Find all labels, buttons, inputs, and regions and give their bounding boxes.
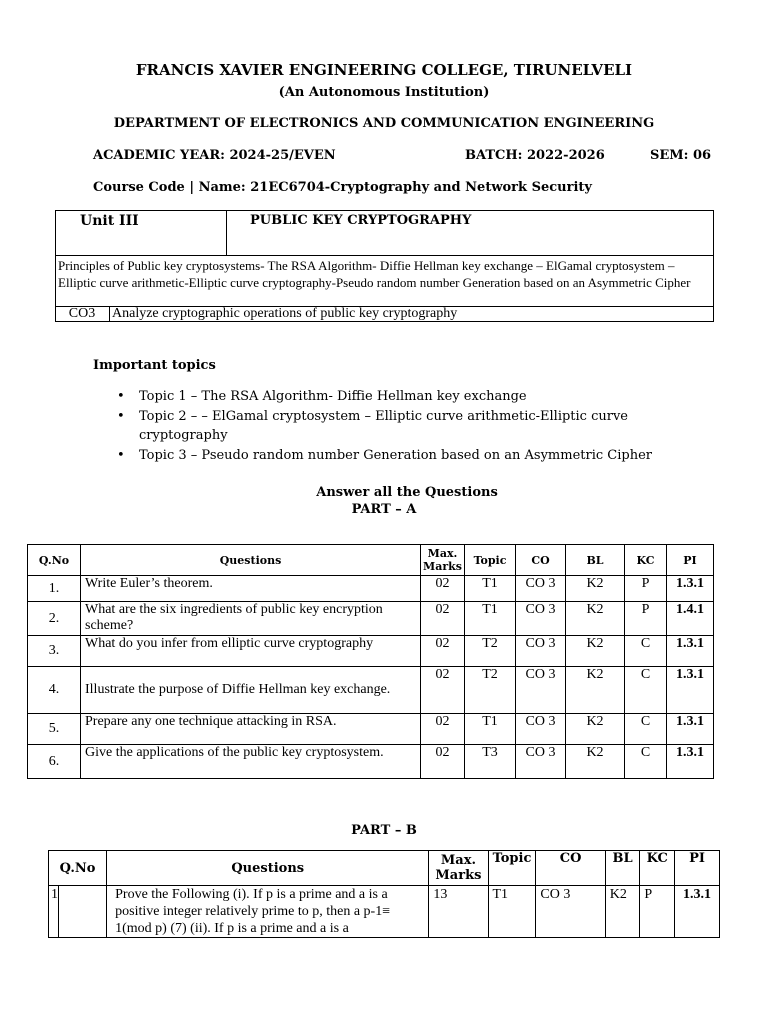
kc-cell: P — [625, 576, 667, 602]
bullet-icon: • — [117, 448, 125, 463]
bullet-icon: • — [117, 389, 125, 404]
qno-cell: 5. — [28, 714, 81, 745]
table-header-row — [49, 851, 720, 886]
question-cell: Prove the Following (i). If p is a prime and a is a positive integer relatively prime to p, then a p-1≡ 1(mod p) (7) (ii). If p is a prime and a is a — [107, 886, 429, 938]
co-cell: CO 3 — [516, 636, 566, 667]
unit-table — [55, 210, 714, 322]
pi-cell: 1.3.1 — [667, 576, 714, 602]
bl-cell: K2 — [566, 636, 625, 667]
header-co: CO — [516, 545, 566, 576]
topic-cell: T1 — [488, 886, 536, 938]
header-pi: PI — [667, 545, 714, 576]
co-code: CO3 — [55, 307, 110, 321]
list-item: • Topic 3 – Pseudo random number Generation based on an Asymmetric Cipher — [117, 448, 652, 463]
question-cell: What do you infer from elliptic curve cryptography — [81, 636, 421, 667]
qno-cell: 3. — [28, 636, 81, 667]
kc-cell: P — [640, 886, 675, 938]
unit-description: Principles of Public key cryptosystems- The RSA Algorithm- Diffie Hellman key exchange – ElGamal cryptosystem – Elliptic curve arithmetic-Elliptic curve cryptography-Pseudo random number Generation based on an Asymmetric Cipher — [56, 256, 714, 307]
table-row — [28, 576, 714, 602]
question-cell: What are the six ingredients of public key encryption scheme? — [81, 602, 421, 636]
header-co: CO — [536, 851, 605, 886]
part-a-heading: PART – A — [351, 502, 417, 517]
topics-list — [117, 387, 677, 466]
table-header-row — [28, 545, 714, 576]
co-cell: CO 3 — [516, 576, 566, 602]
co-cell: CO 3 — [536, 886, 605, 938]
marks-cell: 13 — [429, 886, 488, 938]
bullet-icon: • — [117, 409, 125, 424]
table-row — [49, 886, 720, 938]
co-cell: CO 3 — [516, 714, 566, 745]
marks-cell: 02 — [421, 714, 465, 745]
pi-cell: 1.3.1 — [667, 714, 714, 745]
marks-cell: 02 — [421, 602, 465, 636]
marks-cell: 02 — [421, 576, 465, 602]
question-cell: Illustrate the purpose of Diffie Hellman key exchange. — [81, 667, 421, 714]
bl-cell: K2 — [566, 576, 625, 602]
kc-cell: C — [625, 745, 667, 779]
college-name: FRANCIS XAVIER ENGINEERING COLLEGE, TIRUNELVELI — [135, 61, 633, 79]
header-max-marks: Max. Marks — [429, 851, 488, 886]
co-cell: CO 3 — [516, 745, 566, 779]
part-b-table — [48, 850, 720, 938]
kc-cell: C — [625, 667, 667, 714]
unit-co-row — [56, 307, 714, 322]
qno-cell: 1. — [28, 576, 81, 602]
header-questions: Questions — [107, 851, 429, 886]
bl-cell: K2 — [605, 886, 640, 938]
pi-cell: 1.3.1 — [667, 636, 714, 667]
part-a-table — [27, 544, 714, 779]
unit-label: Unit III — [80, 213, 139, 229]
semester: SEM: 06 — [650, 148, 712, 163]
topic-cell: T1 — [465, 602, 516, 636]
header-pi: PI — [675, 851, 720, 886]
header-max-marks: Max. Marks — [421, 545, 465, 576]
sub-qno-cell — [59, 886, 107, 938]
header-topic: Topic — [465, 545, 516, 576]
topic-cell: T3 — [465, 745, 516, 779]
table-row — [28, 667, 714, 714]
co-cell: CO 3 — [516, 667, 566, 714]
question-cell: Write Euler’s theorem. — [81, 576, 421, 602]
important-topics-title: Important topics — [93, 358, 216, 373]
academic-year: ACADEMIC YEAR: 2024-25/EVEN — [93, 148, 336, 163]
bl-cell: K2 — [566, 714, 625, 745]
co-text: Analyze cryptographic operations of public key cryptography — [112, 306, 458, 321]
qno-cell: 4. — [28, 667, 81, 714]
kc-cell: C — [625, 714, 667, 745]
answer-all-instruction: Answer all the Questions — [316, 485, 498, 500]
header-topic: Topic — [488, 851, 536, 886]
topic-cell: T1 — [465, 714, 516, 745]
topic-cell: T2 — [465, 636, 516, 667]
pi-cell: 1.3.1 — [667, 745, 714, 779]
qno-cell: 1 — [49, 886, 59, 938]
pi-cell: 1.3.1 — [667, 667, 714, 714]
header-qno: Q.No — [49, 851, 107, 886]
marks-cell: 02 — [421, 636, 465, 667]
course-name: Course Code | Name: 21EC6704-Cryptography and Network Security — [93, 180, 592, 195]
header-kc: KC — [640, 851, 675, 886]
header-bl: BL — [566, 545, 625, 576]
pi-cell: 1.4.1 — [667, 602, 714, 636]
marks-cell: 02 — [421, 745, 465, 779]
pi-cell: 1.3.1 — [675, 886, 720, 938]
table-row — [28, 636, 714, 667]
list-item: • Topic 1 – The RSA Algorithm- Diffie Hellman key exchange — [117, 389, 527, 404]
bl-cell: K2 — [566, 602, 625, 636]
header-kc: KC — [625, 545, 667, 576]
marks-cell: 02 — [421, 667, 465, 714]
qno-cell: 6. — [28, 745, 81, 779]
kc-cell: P — [625, 602, 667, 636]
header-questions: Questions — [81, 545, 421, 576]
part-b-heading: PART – B — [351, 823, 417, 838]
qno-cell: 2. — [28, 602, 81, 636]
table-row — [28, 714, 714, 745]
unit-title: PUBLIC KEY CRYPTOGRAPHY — [250, 213, 472, 228]
header-qno: Q.No — [28, 545, 81, 576]
co-cell: CO 3 — [516, 602, 566, 636]
question-cell: Prepare any one technique attacking in RSA. — [81, 714, 421, 745]
list-item: • Topic 2 – – ElGamal cryptosystem – Elliptic curve arithmetic-Elliptic curve cryptography — [117, 409, 629, 443]
unit-label-cell — [56, 211, 227, 256]
table-row — [28, 745, 714, 779]
bl-cell: K2 — [566, 667, 625, 714]
unit-title-cell — [227, 211, 714, 256]
topic-cell: T1 — [465, 576, 516, 602]
batch: BATCH: 2022-2026 — [465, 148, 605, 163]
header-bl: BL — [605, 851, 640, 886]
topic-cell: T2 — [465, 667, 516, 714]
bl-cell: K2 — [566, 745, 625, 779]
institution-subtitle: (An Autonomous Institution) — [278, 85, 490, 100]
kc-cell: C — [625, 636, 667, 667]
department-name: DEPARTMENT OF ELECTRONICS AND COMMUNICATION ENGINEERING — [113, 116, 655, 131]
table-row — [28, 602, 714, 636]
question-cell: Give the applications of the public key cryptosystem. — [81, 745, 421, 779]
